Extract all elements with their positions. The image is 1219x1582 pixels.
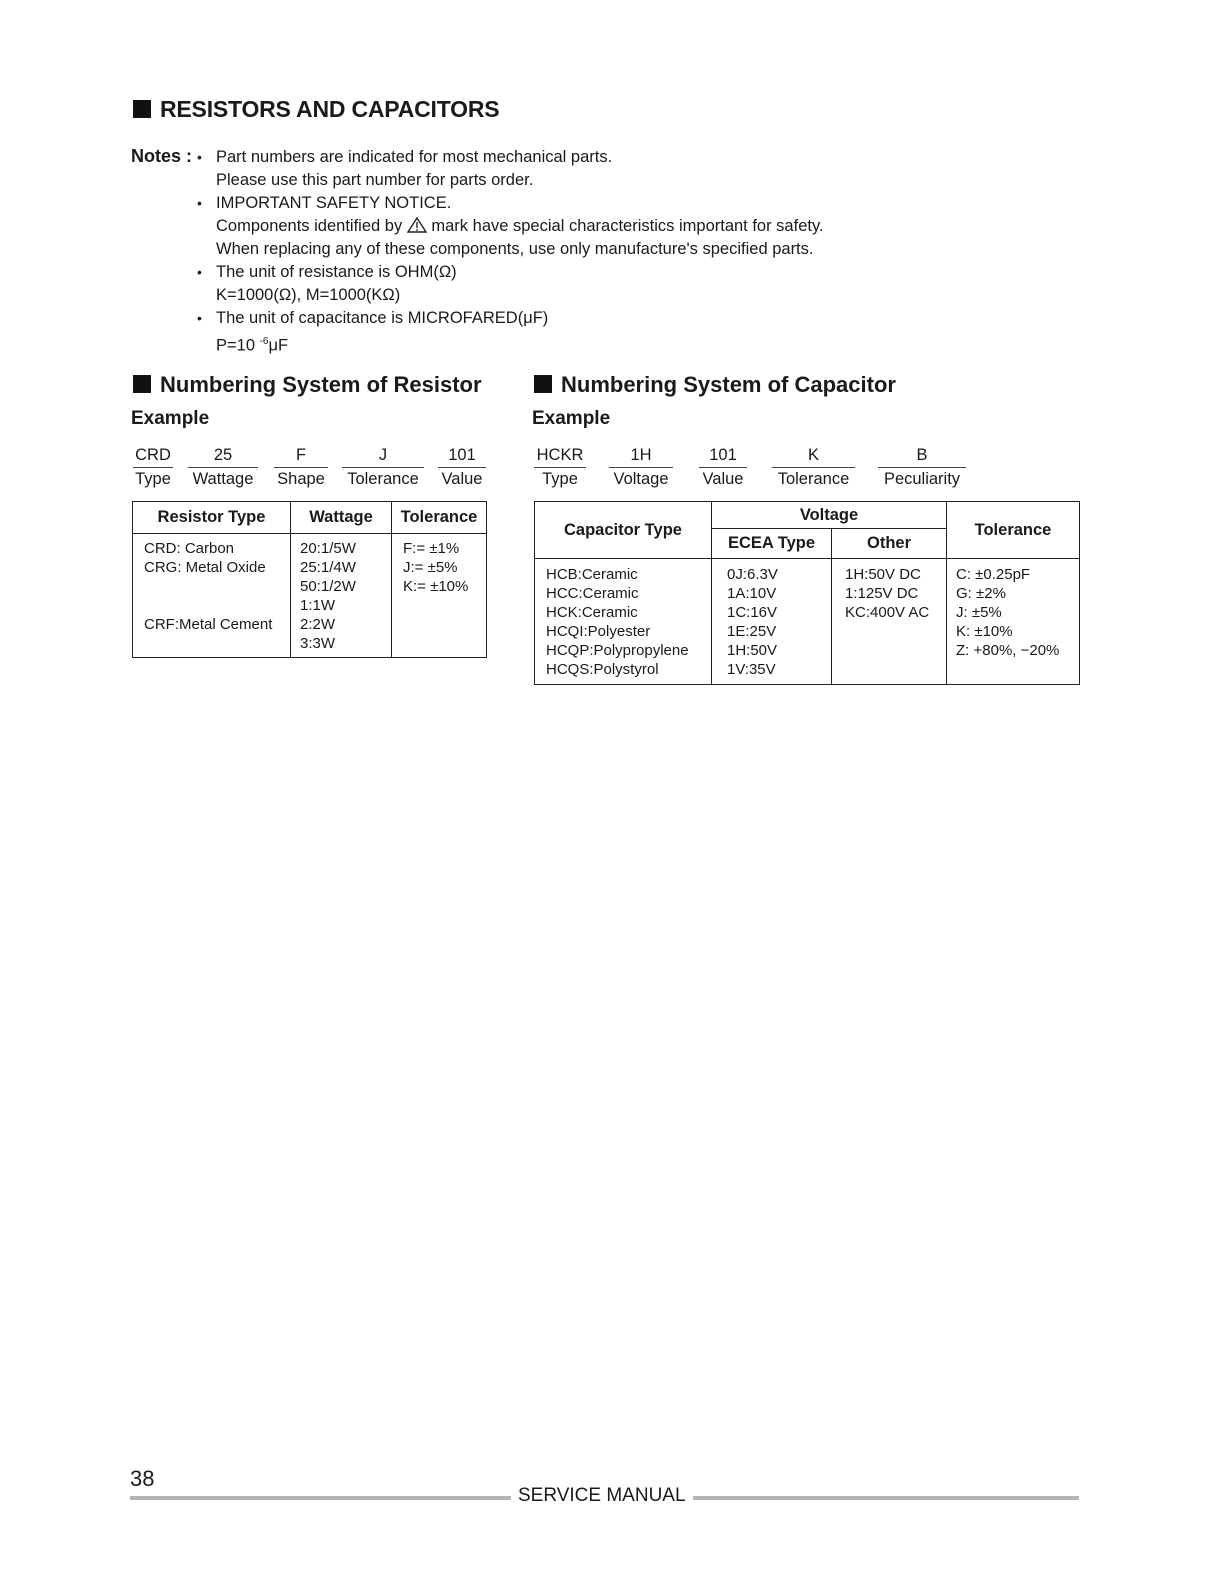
other-header: Other [832,529,947,559]
resistor-type-cell: CRD: Carbon CRG: Metal Oxide CRF:Metal Cement [133,534,291,658]
note-text: The unit of resistance is OHM(Ω) [216,263,457,281]
page-number: 38 [130,1466,155,1491]
capacitor-example-voltage: 1H Voltage [609,444,673,491]
resistor-example-shape: F Shape [274,444,328,491]
square-bullet-icon [133,375,151,393]
other-voltage-cell: 1H:50V DC 1:125V DC KC:400V AC [832,559,947,685]
note-text: Please use this part number for parts order. [216,171,534,189]
square-bullet-icon [133,100,151,118]
ecea-type-header: ECEA Type [712,529,832,559]
note-text: When replacing any of these components, use only manufacture's specified parts. [216,240,814,258]
footer-rule-left [130,1496,511,1500]
voltage-header: Voltage [712,502,947,529]
resistor-example-wattage: 25 Wattage [188,444,258,491]
footer-rule-right [693,1496,1079,1500]
resistor-type-header: Resistor Type [133,502,291,534]
capacitor-heading: Numbering System of Capacitor [534,372,896,398]
bullet-icon: • [197,195,202,211]
resistor-heading: Numbering System of Resistor [133,372,482,398]
notes-list [197,146,824,358]
tolerance-cell: F:= ±1% J:= ±5% K:= ±10% [392,534,487,658]
wattage-cell: 20:1/5W 25:1/4W 50:1/2W 1:1W 2:2W 3:3W [291,534,392,658]
capacitor-example-peculiarity: B Peculiarity [878,444,966,491]
bullet-icon: • [197,149,202,165]
note-text: Part numbers are indicated for most mechanical parts. [216,148,613,166]
capacitor-tolerance-cell: C: ±0.25pF G: ±2% J: ±5% K: ±10% Z: +80%, −20% [947,559,1080,685]
bullet-icon: • [197,310,202,326]
bullet-icon: • [197,264,202,280]
note-text: The unit of capacitance is MICROFARED(μF) [216,309,549,327]
note-text: K=1000(Ω), M=1000(KΩ) [216,286,401,304]
footer-label: SERVICE MANUAL [518,1485,686,1506]
ecea-type-cell: 0J:6.3V 1A:10V 1C:16V 1E:25V 1H:50V 1V:35V [712,559,832,685]
resistor-table [132,501,487,658]
page-title: RESISTORS AND CAPACITORS [133,96,499,123]
wattage-header: Wattage [291,502,392,534]
note-text: Components identified by mark have special characteristics important for safety. [216,217,824,235]
capacitor-example-value: 101 Value [699,444,747,491]
tolerance-header: Tolerance [392,502,487,534]
resistor-example-tolerance: J Tolerance [342,444,424,491]
square-bullet-icon [534,375,552,393]
note-text: P=10 $^{-6}$μF [216,336,289,355]
capacitor-type-header: Capacitor Type [535,502,712,559]
capacitor-table [534,501,1080,685]
capacitor-example-label: Example [532,408,611,429]
notes-label: Notes : [131,146,193,166]
note-text: IMPORTANT SAFETY NOTICE. [216,194,452,212]
capacitor-example-tolerance: K Tolerance [772,444,855,491]
resistor-example-type: CRD Type [133,444,173,491]
resistor-example-label: Example [131,408,210,429]
capacitor-tolerance-header: Tolerance [947,502,1080,559]
resistor-example-value: 101 Value [438,444,486,491]
capacitor-example-type: HCKR Type [534,444,586,491]
capacitor-type-cell: HCB:Ceramic HCC:Ceramic HCK:Ceramic HCQI:Polyester HCQP:Polypropylene HCQS:Polystyrol [535,559,712,685]
warning-triangle-icon [407,217,427,233]
